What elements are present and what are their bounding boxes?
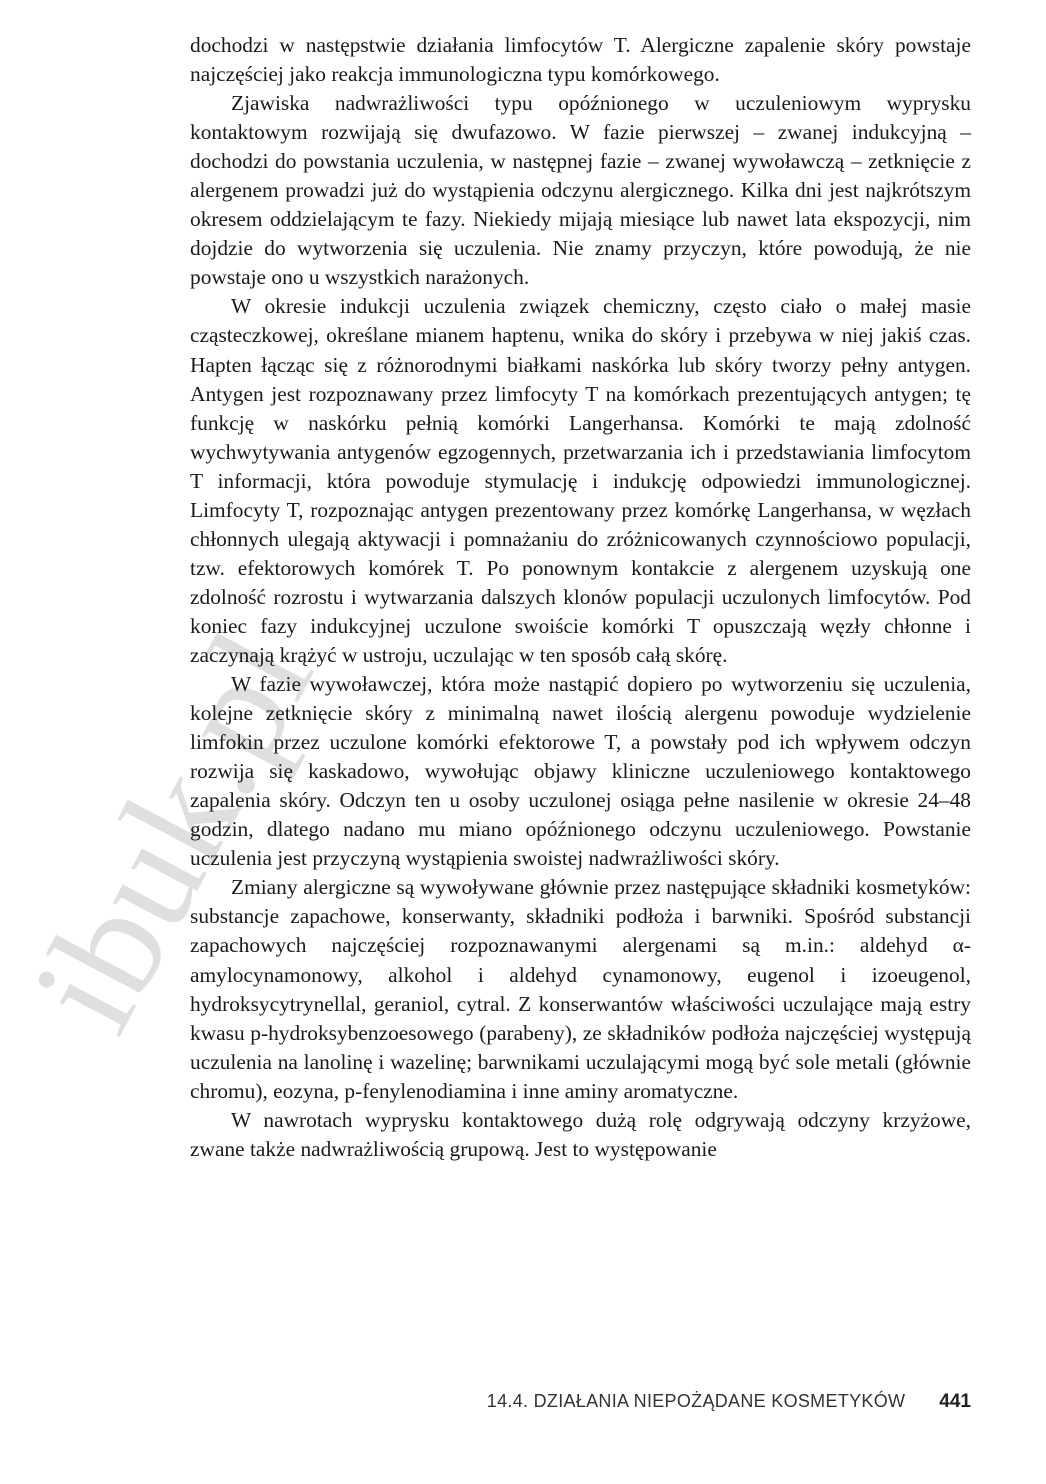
page-footer <box>190 1391 971 1421</box>
running-head: 14.4. DZIAŁANIA NIEPOŻĄDANE KOSMETYKÓW <box>486 1391 906 1411</box>
paragraph-4: W fazie wywoławczej, która może nastąpić dopiero po wytworzeniu się uczulenia, kolejne zetknięcie skóry z minimalną nawet ilością alergenu powoduje wydzielenie limfokin przez uczulone komórki efektorowe T, a powstały pod ich wpływem odczyn rozwija się kaskadowo, wywołując objawy kliniczne uczuleniowego kontaktowego zapalenia skóry. Odczyn ten u osoby uczulonej osiąga pełne nasilenie w okresie 24–48 godzin, dlatego nadano mu miano opóźnionego odczynu uczuleniowego. Powstanie uczulenia jest przyczyną wystąpienia swoistej nadwrażliwości skóry. <box>190 672 971 871</box>
watermark-text: ibuk.pl <box>0 605 345 1056</box>
paragraph-2: Zjawiska nadwrażliwości typu opóźnionego w uczuleniowym wyprysku kontaktowym rozwijają się dwufazowo. W fazie pierwszej – zwanej indukcyjną – dochodzi do powstania uczulenia, w następnej fazie – zwanej wywoławczą – zetknięcie z alergenem prowadzi już do wystąpienia odczynu alergicznego. Kilka dni jest najkrótszym okresem oddzielającym te fazy. Niekiedy mijają miesiące lub nawet lata ekspozycji, nim dojdzie do wytworzenia się uczulenia. Nie znamy przyczyn, które powodują, że nie powstaje ono u wszystkich narażonych. <box>190 91 971 290</box>
paragraph-5: Zmiany alergiczne są wywoływane głównie przez następujące składniki kosmetyków: substancje zapachowe, konserwanty, składniki podłoża i barwniki. Spośród substancji zapachowych najczęściej rozpoznawanymi alergenami są m.in.: aldehyd α-amylocynamonowy, alkohol i aldehyd cynamonowy, eugenol i izoeugenol, hydroksycytrynellal, geraniol, cytral. Z konserwantów właściwości uczulające mają estry kwasu p-hydroksybenzoesowego (parabeny), ze składników podłoża najczęściej występują uczulenia na lanolinę i wazelinę; barwnikami uczulającymi mogą być sole metali (głównie chromu), eozyna, p-fenylenodiamina i inne aminy aromatyczne. <box>190 875 971 1103</box>
paragraph-1: dochodzi w następstwie działania limfocytów T. Alergiczne zapalenie skóry powstaje najczęściej jako reakcja immunologiczna typu komórkowego. <box>190 33 971 87</box>
body-text <box>190 31 971 1164</box>
page-number: 441 <box>939 1391 971 1412</box>
paragraph-3: W okresie indukcji uczulenia związek chemiczny, często ciało o małej masie cząsteczkowej, określane mianem haptenu, wnika do skóry i przebywa w niej jakiś czas. Hapten łącząc się z różnorodnymi białkami naskórka lub skóry tworzy pełny antygen. Antygen jest rozpoznawany przez limfocyty T na komórkach prezentujących antygen; tę funkcję w naskórku pełnią komórki Langerhansa. Komórki te mają zdolność wychwytywania antygenów egzogennych, przetwarzania ich i przedstawiania limfocytom T informacji, która powoduje stymulację i indukcję odpowiedzi immunologicznej. Limfocyty T, rozpoznając antygen prezentowany przez komórkę Langerhansa, w węzłach chłonnych ulegają aktywacji i pomnażaniu do zróżnicowanych czynnościowo populacji, tzw. efektorowych komórek T. Po ponownym kontakcie z alergenem uzyskują one zdolność rozrostu i wytwarzania dalszych klonów populacji uczulonych limfocytów. Pod koniec fazy indukcyjnej uczulone swoiście komórki T opuszczają węzły chłonne i zaczynają krążyć w ustroju, uczulając w ten sposób całą skórę. <box>190 294 971 667</box>
paragraph-6: W nawrotach wyprysku kontaktowego dużą rolę odgrywają odczyny krzyżowe, zwane także nadwrażliwością grupową. Jest to występowanie <box>190 1107 971 1161</box>
